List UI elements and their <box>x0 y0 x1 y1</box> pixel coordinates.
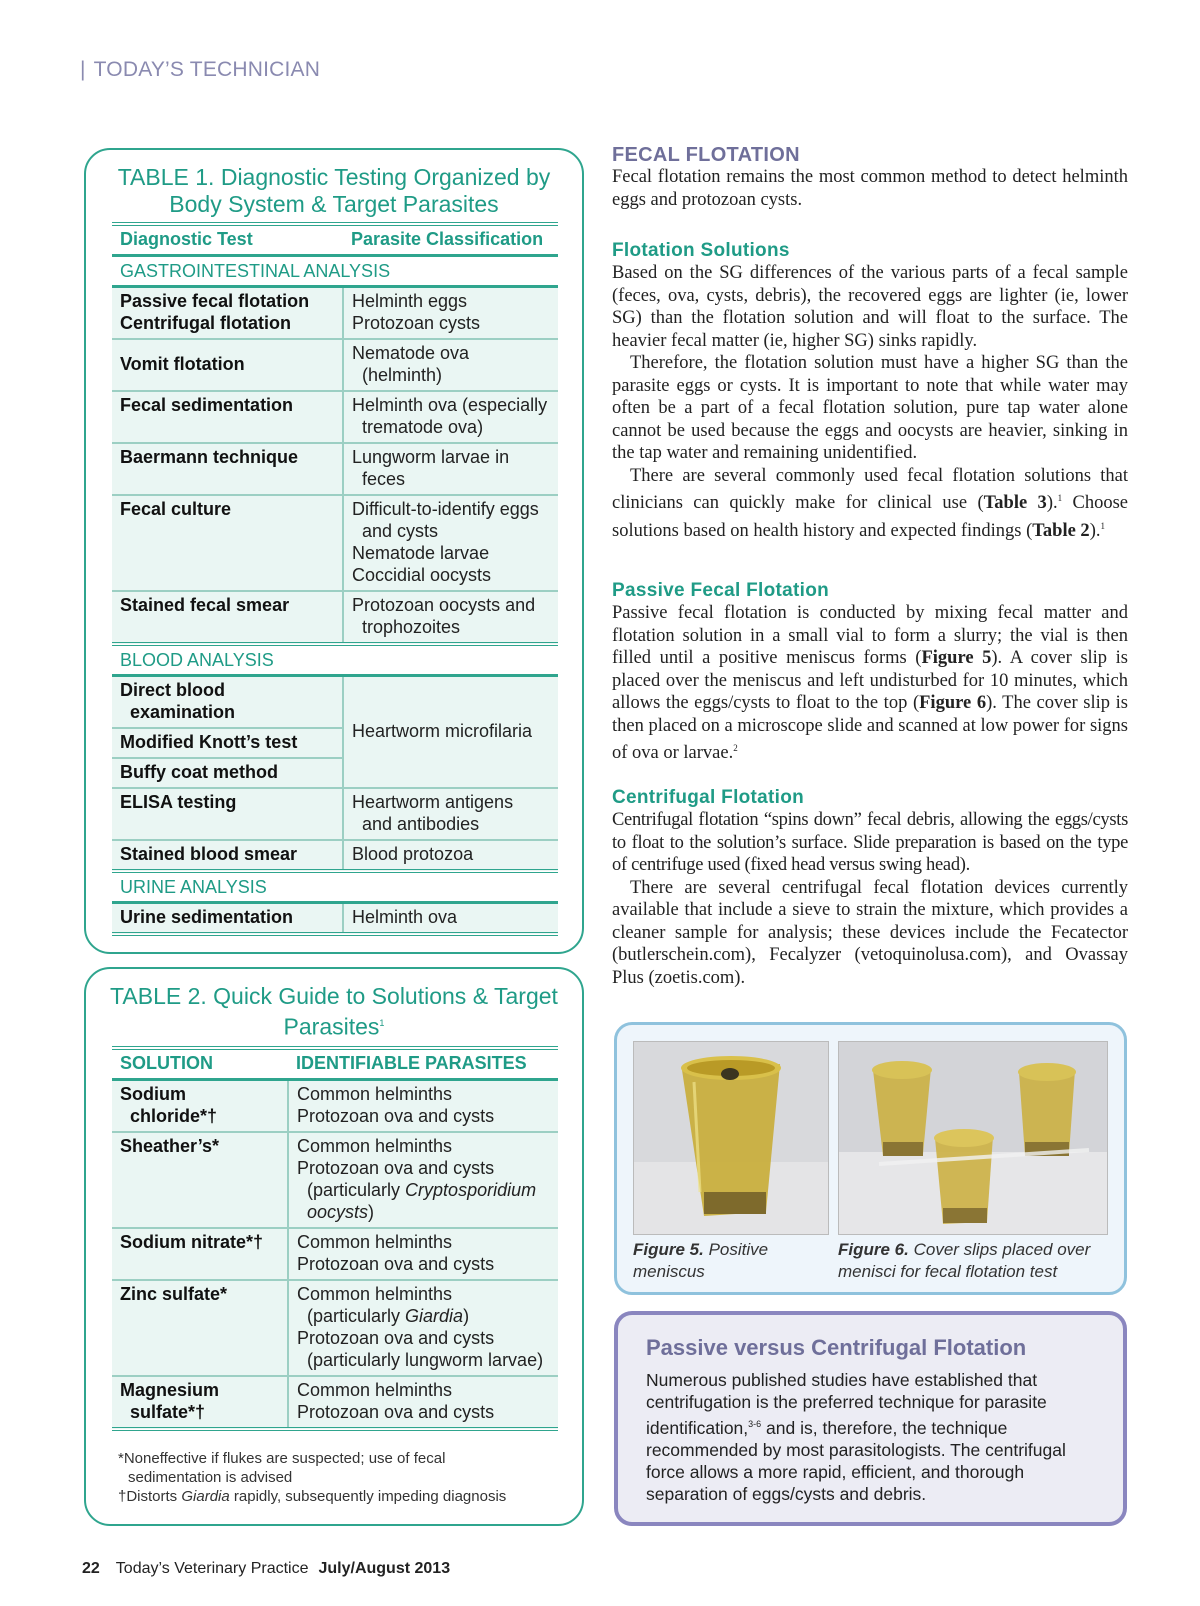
table-1-box <box>84 148 584 954</box>
figure-5-caption <box>633 1239 828 1283</box>
solution-name: Sodium <box>120 1084 186 1104</box>
text-part: Choose solutions based on health history and expected findings ( <box>612 493 1128 541</box>
parasites-cell <box>288 1280 558 1376</box>
caption-text: Positive meniscus <box>633 1240 769 1281</box>
footnote: sedimentation is advised <box>128 1469 293 1486</box>
table-header-row <box>112 224 558 256</box>
table-row <box>112 391 558 443</box>
parasites-cell <box>288 1080 558 1133</box>
test-cell: Baermann technique <box>112 443 343 495</box>
parasite-text-part: (particularly <box>307 1180 401 1200</box>
parasite-text: Protozoan ova and cysts <box>297 1158 495 1178</box>
parasite-text-part: ) <box>463 1306 470 1326</box>
table-row <box>112 676 558 729</box>
parasite-text: (particularly lungworm larvae) <box>307 1350 544 1370</box>
parasite-text: Common helminths <box>297 1284 453 1304</box>
test-name: Centrifugal flotation <box>120 313 291 333</box>
parasite-cell: Blood protozoa <box>343 840 558 871</box>
solution-name: Magnesium <box>120 1380 220 1400</box>
parasite-text: Nematode ova <box>352 343 470 363</box>
test-name: examination <box>130 702 236 722</box>
text-part: Passive fecal flotation is conducted by mixing fecal matter and flotation solution in a small vial to form a slurry; the vial is then filled until a positive meniscus forms ( <box>612 603 1128 668</box>
parasite-italic: Giardia <box>405 1306 464 1326</box>
table-row <box>112 1376 558 1429</box>
parasite-text: trophozoites <box>362 617 461 637</box>
figure-ref: Figure 6 <box>919 693 987 713</box>
table-2-title-text: TABLE 2. Quick Guide to Solutions & Target Parasites <box>110 983 558 1040</box>
table-row <box>112 1080 558 1133</box>
table-1-title: TABLE 1. Diagnostic Testing Organized by Body System & Target Parasites <box>117 164 551 217</box>
table-header-row <box>112 1048 558 1080</box>
table-row <box>112 788 558 840</box>
text-part: Numerous published studies have established that centrifugation is the preferred technique for parasite identification, <box>646 1370 1047 1438</box>
article-heading: FECAL FLOTATION <box>612 144 800 166</box>
parasite-italic: Cryptosporidium <box>405 1180 537 1200</box>
table-row <box>112 495 558 591</box>
section-header <box>80 58 320 82</box>
test-cell <box>112 676 343 729</box>
parasite-text: Protozoan ova and cysts <box>297 1328 495 1348</box>
vials-image <box>839 1042 1107 1234</box>
parasite-cell <box>343 495 558 591</box>
parasite-text <box>297 1179 550 1201</box>
figure-5-photo <box>633 1041 829 1235</box>
table-2-box <box>84 967 584 1526</box>
solution-name: sulfate*† <box>130 1402 206 1422</box>
parasite-cell: Heartworm microfilaria <box>343 676 558 789</box>
sidebar-body <box>646 1369 1096 1505</box>
col-header-parasite-classification: Parasite Classification <box>343 224 558 256</box>
test-cell <box>112 287 343 340</box>
parasite-text: Common helminths <box>297 1380 453 1400</box>
page-number: 22 <box>82 1560 100 1577</box>
parasite-cell <box>343 443 558 495</box>
solution-cell <box>112 1080 288 1133</box>
table-row <box>112 840 558 871</box>
table-2-footnotes <box>118 1449 558 1506</box>
table-2-title-ref: 1 <box>379 1018 385 1028</box>
test-cell: ELISA testing <box>112 788 343 840</box>
subheading-flotation-solutions: Flotation Solutions <box>612 240 790 261</box>
parasite-text: Common helminths <box>297 1084 453 1104</box>
parasite-text: Protozoan ova and cysts <box>297 1402 495 1422</box>
test-cell: Modified Knott’s test <box>112 728 343 758</box>
parasites-cell <box>288 1376 558 1429</box>
subheading-passive-fecal-flotation: Passive Fecal Flotation <box>612 580 830 601</box>
footnote-italic: Giardia <box>181 1488 230 1505</box>
parasite-text: Protozoan ova and cysts <box>297 1254 495 1274</box>
passive-flotation-text <box>612 602 1128 765</box>
table-row <box>112 903 558 935</box>
test-cell: Fecal sedimentation <box>112 391 343 443</box>
paragraph: There are several centrifugal fecal flotation devices currently available that include a sieve to strain the mixture, which provides a cleaner sample for analysis; these devices include the Fecatector (butlerschein.com), Fecalyzer (vetoquinolusa.com), and Ovassay Plus (zoetis.com). <box>612 877 1128 988</box>
test-name: Passive fecal flotation <box>120 291 310 311</box>
flotation-solutions-text <box>612 262 1128 542</box>
vial-image <box>634 1042 828 1234</box>
section-row <box>112 871 558 903</box>
col-header-solution: SOLUTION <box>112 1048 288 1080</box>
citation: 2 <box>733 743 738 753</box>
parasite-text: Difficult-to-identify eggs <box>352 499 539 519</box>
sidebar-box <box>614 1311 1127 1526</box>
citation: 3-6 <box>748 1419 762 1429</box>
figure-label: Figure 6. <box>838 1240 909 1259</box>
issue-date: July/August 2013 <box>318 1560 451 1577</box>
parasites-cell <box>288 1132 558 1228</box>
footnote-part: †Distorts <box>118 1488 182 1505</box>
parasite-text-part: ) <box>368 1202 375 1222</box>
table-ref: Table 2 <box>1032 520 1090 541</box>
solution-name: chloride*† <box>130 1106 218 1126</box>
parasite-text: Lungworm larvae in <box>352 447 510 467</box>
parasite-text: Heartworm antigens <box>352 792 514 812</box>
test-cell: Stained fecal smear <box>112 591 343 644</box>
paragraph: Centrifugal flotation “spins down” fecal debris, allowing the eggs/cysts to float to the solution’s surface. Slide preparation is based on the type of centrifuge used (fixed head versus swing head). <box>612 810 1128 875</box>
test-cell: Fecal culture <box>112 495 343 591</box>
footnote <box>118 1487 558 1506</box>
section-row <box>112 644 558 676</box>
parasite-text: Protozoan ova and cysts <box>297 1106 495 1126</box>
subheading-centrifugal-flotation: Centrifugal Flotation <box>612 787 805 808</box>
table-ref: Table 3 <box>983 493 1047 514</box>
citation: 1 <box>1057 493 1063 503</box>
figure-6-photo <box>838 1041 1108 1235</box>
page-footer <box>82 1560 450 1578</box>
section-title: TODAY’S TECHNICIAN <box>93 58 321 81</box>
parasite-text: and cysts <box>362 521 439 541</box>
test-cell: Stained blood smear <box>112 840 343 871</box>
parasite-italic: oocysts <box>307 1202 369 1222</box>
parasite-cell: Helminth ova <box>343 903 558 935</box>
test-cell: Vomit flotation <box>112 339 343 391</box>
parasite-cell <box>343 391 558 443</box>
parasite-text: Protozoan cysts <box>352 313 481 333</box>
parasite-text: trematode ova) <box>362 417 484 437</box>
table-row <box>112 1132 558 1228</box>
parasite-text: Coccidial oocysts <box>352 565 492 585</box>
paragraph: Based on the SG differences of the various parts of a fecal sample (feces, ova, cysts, debris), the recovered eggs are lighter (ie, lower SG) than the flotation solution and will float to the surface. The heavier fecal matter (ie, higher SG) sinks rapidly. <box>612 263 1128 351</box>
publication-name: Today’s Veterinary Practice <box>115 1560 309 1577</box>
col-header-identifiable-parasites: IDENTIFIABLE PARASITES <box>288 1048 558 1080</box>
parasite-text <box>297 1201 550 1223</box>
article-intro <box>612 166 1128 211</box>
parasite-text: Helminth ova (especially <box>352 395 548 415</box>
solution-cell: Sodium nitrate*† <box>112 1228 288 1280</box>
section-blood: BLOOD ANALYSIS <box>112 644 558 676</box>
parasite-cell <box>343 788 558 840</box>
table-row <box>112 1280 558 1376</box>
centrifugal-flotation-text <box>612 809 1128 989</box>
footnote: *Noneffective if flukes are suspected; use of fecal <box>118 1450 446 1467</box>
paragraph: Therefore, the flotation solution must have a higher SG than the parasite eggs or cysts. It is important to note that while water may often be a part of a fecal flotation solution, pure tap water alone cannot be used because the eggs and oocysts are heavier, sinking in the tap water and remaining unidentified. <box>612 353 1128 463</box>
solution-cell <box>112 1376 288 1429</box>
paragraph: Fecal flotation remains the most common method to detect helminth eggs and protozoan cysts. <box>612 167 1128 210</box>
test-name: Direct blood <box>120 680 226 700</box>
table-row <box>112 591 558 644</box>
figures-box <box>614 1022 1127 1295</box>
paragraph <box>612 602 1128 765</box>
solution-cell: Sheather’s* <box>112 1132 288 1228</box>
citation: 1 <box>1100 520 1105 531</box>
parasite-text: Helminth eggs <box>352 291 468 311</box>
figure-ref: Figure 5 <box>921 648 992 668</box>
parasite-text: Common helminths <box>297 1136 453 1156</box>
parasite-text: Protozoan oocysts and <box>352 595 536 615</box>
section-urine: URINE ANALYSIS <box>112 871 558 903</box>
parasite-cell <box>343 287 558 340</box>
figure-label: Figure 5. <box>633 1240 704 1259</box>
test-cell: Urine sedimentation <box>112 903 343 935</box>
section-row <box>112 256 558 287</box>
parasite-text: and antibodies <box>362 814 480 834</box>
paragraph <box>612 465 1128 543</box>
text-part: ). The cover slip is then placed on a microscope slide and scanned at low power for signs of ova or larvae. <box>612 693 1128 764</box>
parasite-text: (helminth) <box>362 365 443 385</box>
text-part: ). <box>1046 493 1058 514</box>
table-2 <box>112 1046 558 1431</box>
footnote-part: rapidly, subsequently impeding diagnosis <box>229 1488 507 1505</box>
test-cell: Buffy coat method <box>112 758 343 788</box>
table-row <box>112 287 558 340</box>
text-part: ). A cover slip is placed over the meniscus and left undisturbed for 10 minutes, which allows the eggs/cysts to float to the top ( <box>612 648 1128 713</box>
table-2-title <box>110 983 558 1041</box>
caption-text: Cover slips placed over menisci for fecal flotation test <box>838 1240 1091 1281</box>
parasite-text: Common helminths <box>297 1232 453 1252</box>
table-row <box>112 1228 558 1280</box>
text-part: and is, therefore, the technique recommended by most parasitologists. The centrifugal force allows a more rapid, efficient, and thorough separation of eggs/cysts and debris. <box>646 1417 1066 1504</box>
header-bar: | <box>80 58 86 81</box>
figure-6-caption <box>838 1239 1118 1283</box>
solution-cell: Zinc sulfate* <box>112 1280 288 1376</box>
parasite-cell <box>343 339 558 391</box>
col-header-diagnostic-test: Diagnostic Test <box>112 224 343 256</box>
table-row <box>112 443 558 495</box>
parasite-cell <box>343 591 558 644</box>
parasites-cell <box>288 1228 558 1280</box>
text-part: There are several commonly used fecal flotation solutions that clinicians can quickly make for clinical use ( <box>612 465 1128 514</box>
sidebar-title: Passive versus Centrifugal Flotation <box>646 1335 1027 1360</box>
table-1 <box>112 222 558 936</box>
text-part: ). <box>1089 520 1101 541</box>
parasite-text-part: (particularly <box>307 1306 406 1326</box>
parasite-text <box>297 1305 550 1327</box>
table-row <box>112 339 558 391</box>
section-gi: GASTROINTESTINAL ANALYSIS <box>112 256 558 287</box>
parasite-text: feces <box>362 469 406 489</box>
parasite-text: Nematode larvae <box>352 543 490 563</box>
